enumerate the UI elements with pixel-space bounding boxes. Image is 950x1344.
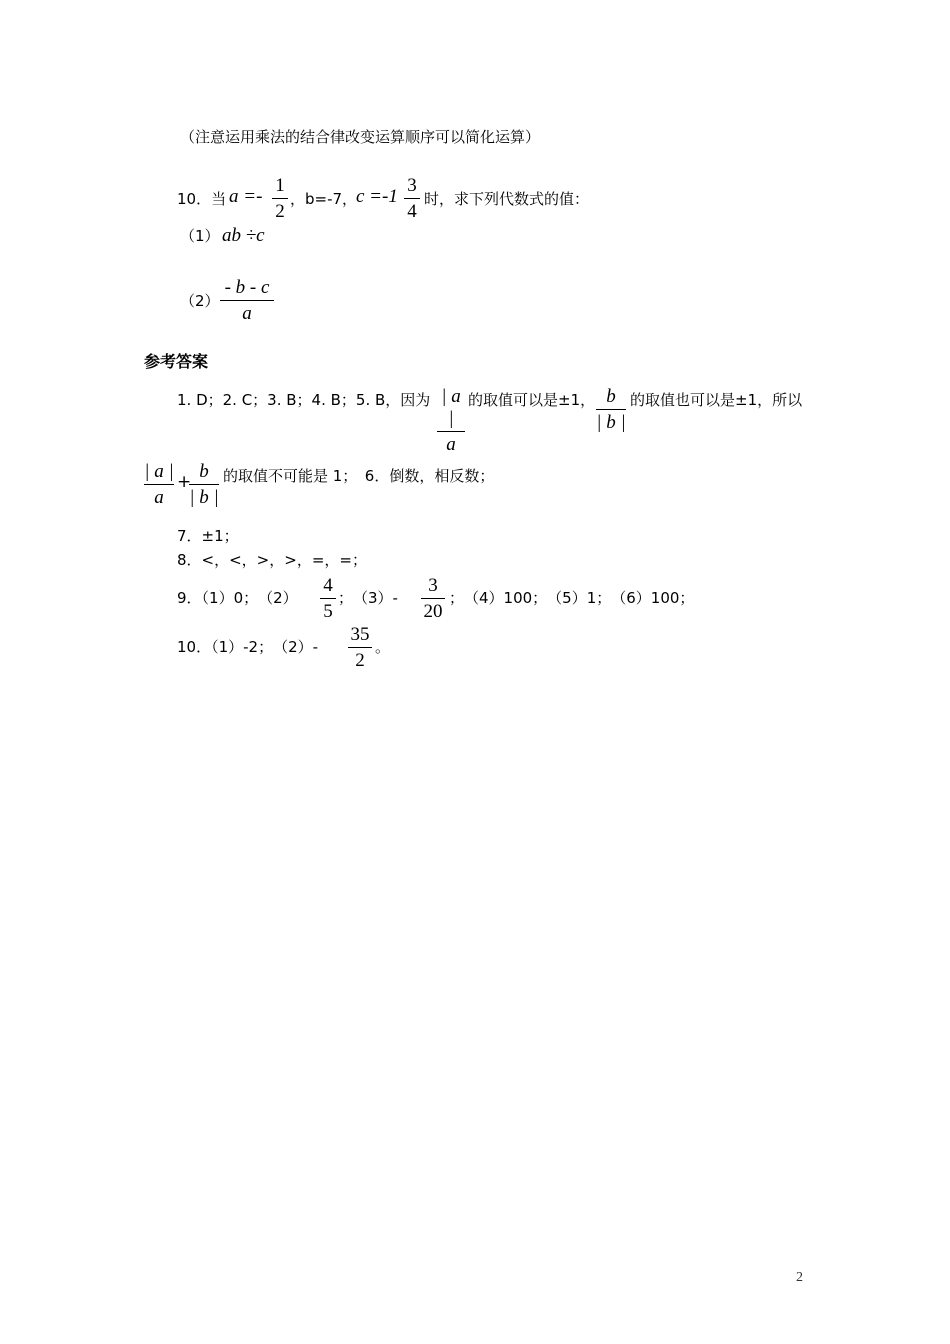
q10-part2-num: - b - c bbox=[224, 277, 270, 298]
q10-a-fraction bbox=[272, 175, 288, 223]
answer-8: 8．<，<，>，>，=，=； bbox=[177, 551, 367, 569]
q10-part2-fraction bbox=[220, 277, 274, 325]
answer-fraction-abs-a-over-a: | a | a bbox=[437, 386, 465, 456]
q10-c-fraction bbox=[404, 175, 420, 223]
q10-c-eq: c =-1 bbox=[356, 186, 398, 207]
answer-line-1-end: 的取值也可以是±1，所以 bbox=[630, 391, 803, 409]
answers-heading: 参考答案 bbox=[144, 352, 209, 371]
answer-9-part1: 9．（1）0； （2） bbox=[177, 589, 298, 607]
q10-b-text: ，b=-7， bbox=[290, 190, 358, 208]
answer-fraction-b-over-abs-b-2: b | b | bbox=[189, 461, 219, 508]
q10-a-den: 2 bbox=[275, 201, 285, 222]
q10-c-den: 4 bbox=[407, 201, 417, 222]
q10-part2-den: a bbox=[242, 303, 252, 324]
answer-plus-sign: + bbox=[177, 472, 192, 492]
answer-10-part1: 10．（1）-2； （2）- bbox=[177, 638, 319, 656]
q10-a-num: 1 bbox=[275, 175, 285, 196]
q10-part1-label: （1） bbox=[180, 227, 220, 245]
answer-fraction-b-over-abs-b: b | b | bbox=[596, 386, 626, 433]
answer-fraction-abs-a-over-a-2: | a | a bbox=[144, 461, 174, 508]
answer-line-2: 的取值不可能是 1； 6．倒数，相反数； bbox=[223, 467, 495, 485]
answer-9-fraction-3-20: 3 20 bbox=[421, 575, 445, 623]
answer-10-fraction-35-2: 35 2 bbox=[348, 624, 372, 672]
answer-line-1-mid: 的取值可以是±1， bbox=[468, 391, 596, 409]
q10-part2-label: （2） bbox=[180, 292, 220, 310]
answer-10-end: 。 bbox=[375, 638, 391, 656]
q10-prefix: 10．当 bbox=[177, 190, 227, 208]
answer-line-1: 1. D；2. C；3. B；4. B；5. B，因为 bbox=[177, 391, 431, 409]
q10-c-num: 3 bbox=[407, 175, 417, 196]
q10-part1-expr: ab ÷c bbox=[222, 225, 265, 246]
answer-9-fraction-4-5: 4 5 bbox=[320, 575, 336, 623]
answer-9-part3: ； （4）100； （5）1； （6）100； bbox=[449, 589, 695, 607]
q10-a-eq: a =- bbox=[229, 186, 263, 207]
page-number: 2 bbox=[796, 1270, 803, 1285]
answer-7: 7．±1； bbox=[177, 527, 239, 545]
answer-9-part2: ； （3）- bbox=[338, 589, 398, 607]
note-text: （注意运用乘法的结合律改变运算顺序可以简化运算） bbox=[180, 128, 541, 146]
q10-suffix: 时，求下列代数式的值： bbox=[424, 190, 590, 208]
